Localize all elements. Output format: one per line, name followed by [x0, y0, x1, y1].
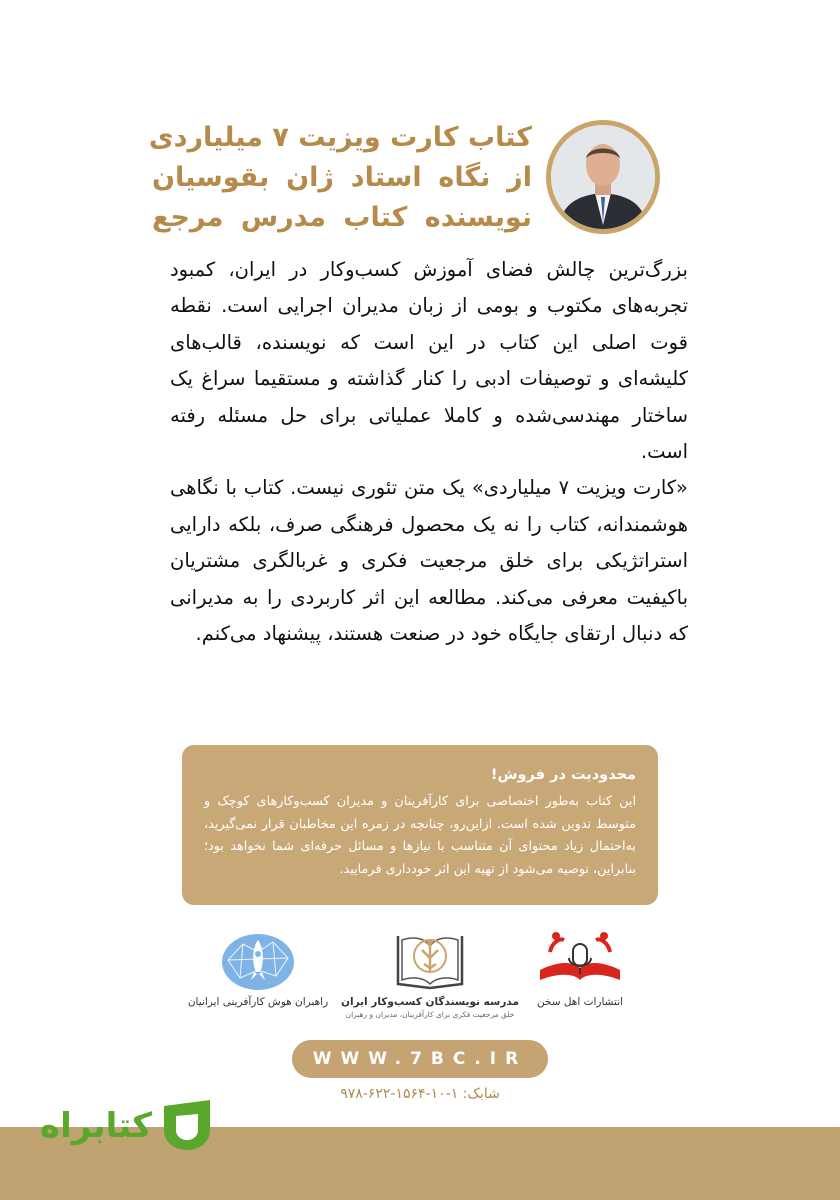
title-line-3: نویسنده کتاب مدرس مرجع	[152, 202, 532, 233]
ketabrah-logo	[40, 1090, 220, 1160]
open-book-icon	[394, 926, 466, 992]
brain-rocket-icon	[218, 930, 298, 992]
ketabrah-wordmark: کتابراه	[40, 1106, 153, 1146]
microphone-book-icon	[530, 930, 630, 992]
title-line-2: از نگاه استاد ژان بقوسیان	[152, 162, 532, 193]
logo-ahl-sokhan-label: انتشارات اهل سخن	[536, 996, 624, 1008]
endorsement-paragraph-1: بزرگ‌ترین چالش فضای آموزش کسب‌وکار در ایران، کمبود تجربه‌های مکتوب و بومی از زبان مدیران اجرایی است. نقطه قوت اصلی این کتاب در این است که نویسنده، قالب‌های کلیشه‌ای و توصیفات ادبی را کنار گذاشته و مستقیما سراغ یک ساختار مهندسی‌شده و کاملا عملیاتی برای حل مسئله رفته است.	[170, 258, 688, 464]
sales-restriction-notice	[182, 745, 658, 905]
logo-writers-school-label: مدرسه نویسندگان کسب‌وکار ایران	[341, 996, 519, 1008]
logo-rahbaran-label: راهبران هوش کارآفرینی ایرانیان	[187, 996, 329, 1008]
isbn: شابک: ۱-۱۰-۱۵۶۴-۶۲۲-۹۷۸	[340, 1086, 500, 1102]
endorsement-text	[170, 252, 688, 652]
title-block	[148, 118, 532, 238]
person-photo-icon	[551, 125, 655, 229]
author-portrait	[546, 120, 660, 234]
header	[150, 118, 660, 238]
notice-text: این کتاب به‌طور اختصاصی برای کارآفرینان و مدیران کسب‌وکارهای کوچک و متوسط تدوین شده است. ازاین‌رو، چنانچه در زمره این مخاطبان قرار نمی‌گیرید، به‌احتمال زیاد محتوای آن متناسب با نیازها و مسائل حرفه‌ای شما نخواهد بود؛ بنابراین، توصیه می‌شود از تهیه این اثر خودداری فرمایید.	[204, 794, 636, 877]
website-link[interactable]: WWW.7BC.IR	[292, 1040, 548, 1078]
logo-ahl-sokhan	[520, 930, 640, 1008]
logo-writers-school-tagline: خلق مرجعیت فکری برای کارآفرینان، مدیران و رهبران	[345, 1010, 515, 1019]
logo-rahbaran	[178, 930, 338, 1008]
logo-writers-school	[330, 926, 530, 1019]
notice-title: محدودیت در فروش!	[490, 767, 636, 783]
ketabrah-leaf-icon	[158, 1096, 216, 1154]
title-line-1: کتاب کارت ویزیت ۷ میلیاردی	[148, 122, 532, 153]
endorsement-paragraph-2: «کارت ویزیت ۷ میلیاردی» یک متن تئوری نیست. کتاب با نگاهی هوشمندانه، کتاب را نه یک محصول فرهنگی صرف، بلکه دارایی استراتژیکی برای خلق مرجعیت فکری و غربالگری مشتریان باکیفیت معرفی می‌کند. مطالعه این اثر کاربردی را به مدیرانی که دنبال ارتقای جایگاه خود در صنعت هستند، پیشنهاد می‌کنم.	[170, 476, 688, 646]
